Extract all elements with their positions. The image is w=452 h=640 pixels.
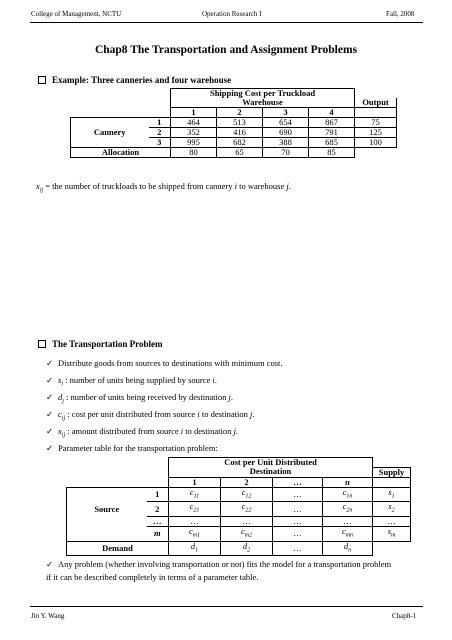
output-cell: 100 (355, 138, 397, 148)
param-cell: $c_{21}$ (169, 502, 221, 517)
check-icon: ✓ (46, 392, 54, 402)
column-header: 1 (169, 477, 221, 487)
param-cell: $c_{1n}$ (323, 487, 373, 502)
bullet-item: ✓ Parameter table for the transportation problem: (46, 443, 218, 453)
header-rule (30, 22, 423, 23)
table-caption: Shipping Cost per Truckload (171, 89, 355, 99)
demand-cell: $d_n$ (323, 541, 373, 556)
example-heading: Example: Three canneries and four warehouse (38, 75, 231, 85)
column-header: 3 (263, 108, 309, 118)
check-icon: ✓ (46, 409, 54, 419)
output-label: Output (355, 98, 397, 108)
cost-cell: 682 (217, 138, 263, 148)
param-cell: … (273, 502, 323, 517)
check-icon: ✓ (46, 443, 54, 453)
output-cell: 125 (355, 128, 397, 138)
header-term: Fall, 2008 (386, 10, 415, 18)
bullet-item: ✓ $x_{ij}$ : amount distributed from source i to destination j. (46, 426, 238, 439)
row-id: m (147, 526, 169, 541)
footer-page-number: Chap8-1 (392, 612, 417, 620)
column-header: n (323, 477, 373, 487)
cost-cell: 654 (263, 118, 309, 128)
param-cell: … (221, 516, 273, 526)
cost-cell: 995 (171, 138, 217, 148)
header-course: College of Management, NCTU (31, 10, 122, 18)
param-cell: $c_{22}$ (221, 502, 273, 517)
column-header: 4 (309, 108, 355, 118)
cost-cell: 464 (171, 118, 217, 128)
param-cell: $c_{2n}$ (323, 502, 373, 517)
param-cell: $c_{mn}$ (323, 526, 373, 541)
allocation-cell: 80 (171, 148, 217, 158)
check-icon: ✓ (46, 375, 54, 385)
bullet-item: ✓ $c_{ij}$ : cost per unit distributed from source i to destination j. (46, 409, 255, 422)
shipping-cost-table (70, 88, 397, 158)
param-cell: $c_{11}$ (169, 487, 221, 502)
check-icon: ✓ (46, 358, 54, 368)
allocation-cell: 85 (309, 148, 355, 158)
allocation-cell: 65 (217, 148, 263, 158)
variable-definition: $x_{ij}$ = the number of truckloads to be shipped from cannery i to warehouse j. (36, 181, 291, 194)
page-title: Chap8 The Transportation and Assignment Problems (94, 44, 358, 56)
check-icon: ✓ (46, 559, 54, 569)
cost-cell: 690 (263, 128, 309, 138)
destination-group-label: Destination (169, 467, 373, 477)
allocation-cell: 70 (263, 148, 309, 158)
supply-cell: $s_2$ (373, 502, 411, 517)
cost-cell: 685 (309, 138, 355, 148)
header-subject: Operation Research I (202, 10, 262, 18)
param-cell: … (273, 526, 323, 541)
cost-cell: 791 (309, 128, 355, 138)
table-caption: Cost per Unit Distributed (169, 458, 373, 468)
footer-rule (30, 606, 423, 607)
supply-cell: $s_m$ (373, 526, 411, 541)
cannery-label: Cannery (71, 128, 149, 138)
supply-cell: $s_1$ (373, 487, 411, 502)
bullet-item: ✓ $d_j$ : number of units being received by destination j. (46, 392, 233, 405)
row-id: … (147, 516, 169, 526)
cost-cell: 867 (309, 118, 355, 128)
output-cell: 75 (355, 118, 397, 128)
cost-cell: 352 (171, 128, 217, 138)
demand-cell: … (273, 541, 323, 556)
row-id: 1 (149, 118, 171, 128)
footer-author: Jin Y. Wang (31, 612, 65, 620)
supply-cell: … (373, 516, 411, 526)
row-id: 2 (149, 128, 171, 138)
column-header: 2 (221, 477, 273, 487)
param-cell: … (273, 487, 323, 502)
supply-label: Supply (373, 467, 411, 477)
problem-heading: The Transportation Problem (38, 339, 163, 349)
source-label: Source (67, 502, 147, 517)
bullet-item: ✓ $s_i$ : number of units being supplied by source i. (46, 375, 217, 388)
param-cell: … (323, 516, 373, 526)
param-cell: $c_{m1}$ (169, 526, 221, 541)
demand-label: Demand (67, 541, 169, 556)
column-header: 1 (171, 108, 217, 118)
param-cell: … (273, 516, 323, 526)
cost-cell: 416 (217, 128, 263, 138)
row-id: 1 (147, 487, 169, 502)
closing-bullet: ✓ Any problem (whether involving transportation or not) fits the model for a transportation problem if it can be described completely in terms of a parameter table. (46, 559, 392, 582)
allocation-label: Allocation (71, 148, 171, 158)
warehouse-group-label: Warehouse (171, 98, 355, 108)
parameter-table (66, 457, 411, 556)
column-header: 2 (217, 108, 263, 118)
cost-cell: 513 (217, 118, 263, 128)
column-header: … (273, 477, 323, 487)
demand-cell: $d_1$ (169, 541, 221, 556)
param-cell: $c_{12}$ (221, 487, 273, 502)
row-id: 3 (149, 138, 171, 148)
bullet-item: ✓ Distribute goods from sources to destinations with minimum cost. (46, 358, 283, 368)
param-cell: $c_{m2}$ (221, 526, 273, 541)
check-icon: ✓ (46, 426, 54, 436)
checkbox-bullet-icon (38, 76, 46, 84)
param-cell: … (169, 516, 221, 526)
row-id: 2 (147, 502, 169, 517)
checkbox-bullet-icon (38, 340, 46, 348)
demand-cell: $d_2$ (221, 541, 273, 556)
cost-cell: 388 (263, 138, 309, 148)
